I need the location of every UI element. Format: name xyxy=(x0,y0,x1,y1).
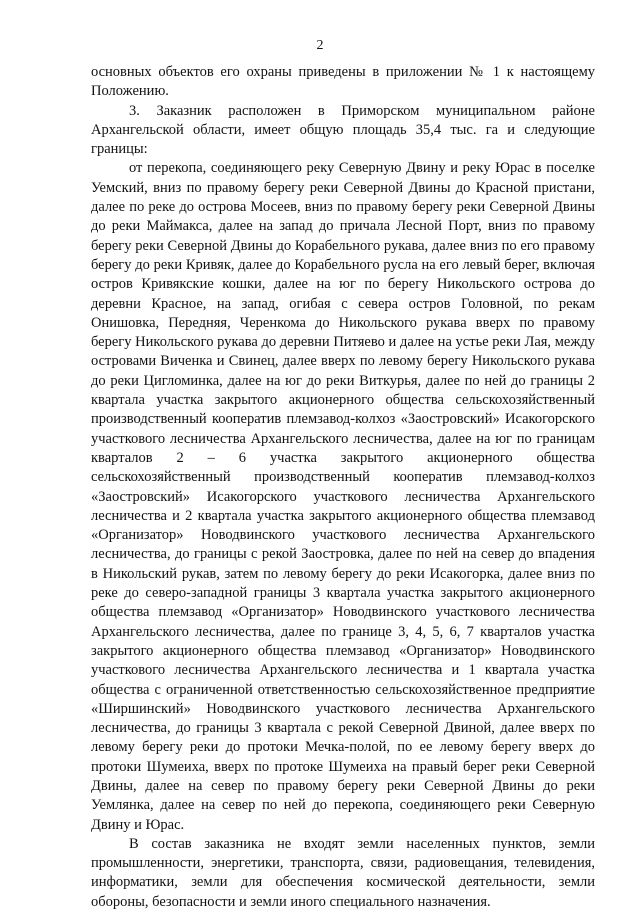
paragraph-continuation: основных объектов его охраны приведены в приложении № 1 к настоящему Положению. xyxy=(91,64,595,100)
document-body xyxy=(91,63,595,912)
page-number: 2 xyxy=(316,38,324,53)
paragraph-clause-3: 3. Заказник расположен в Приморском муниципальном районе Архангельской области, имеет общую площадь 35,4 тыс. га и следующие границы: xyxy=(91,102,595,158)
paragraph-boundaries: от перекопа, соединяющего реку Северную Двину и реку Юрас в поселке Уемский, вниз по правому берегу реки Северной Двины до Красной пристани, далее по реке до острова Мосеев, вниз по правому берегу реки Северной Двины до реки Маймакса, далее на запад до причала Лесной Порт, вниз по правому берегу реки Северной Двины до Корабельного рукава, далее вниз по его правому берегу до реки Кривяк, далее до Корабельного русла на его левый берег, включая остров Кривякские кошки, далее на юг по берегу Никольского острова до деревни Красное, на запад, огибая с севера остров Головной, по рекам Онишовка, Передняя, Черенкома до Никольского рукава вверх по правому берегу Никольского рукава до деревни Питяево и далее на устье реки Лая, между островами Виченка и Свинец, далее вверх по левому берегу Никольского рукава до реки Цигломинка, далее на юг до реки Виткурья, далее по ней до границы 2 квартала участка закрытого акционерного общества сельскохозяйственный производственный кооператив племзавод-колхоз «Заостровский» Исакогорского участкового лесничества Архангельского лесничества, далее на юг по границам кварталов 2 – 6 участка закрытого акционерного общества сельскохозяйственный производственный кооператив племзавод-колхоз «Заостровский» Исакогорского участкового лесничества Архангельского лесничества и 2 квартала участка закрытого акционерного общества племзавод «Организатор» Новодвинского участкового лесничества Архангельского лесничества, до границы с рекой Заостровка, далее по ней на север до впадения в Никольский рукав, затем по левому берегу до реки Исакогорка, далее вниз по реке до северо-западной границы 3 квартала участка закрытого акционерного общества племзавод «Организатор» Новодвинского участкового лесничества Архангельского лесничества, далее по границе 3, 4, 5, 6, 7 кварталов участка закрытого акционерного общества племзавод «Организатор» Новодвинского участкового лесничества Архангельского лесничества и 1 квартала участка общества с ограниченной ответственностью сельскохозяйственное предприятие «Ширшинский» Новодвинского участкового лесничества Архангельского лесничества, до границы 3 квартала с рекой Северной Двиной, далее вверх по левому берегу реки до протоки Мечка-полой, по ее левому берегу вверх до протоки Шумеиха, вверх по протоке Шумеиха на правый берег реки Северной Двины, далее на север по правому берегу реки Северной Двины до реки Уемлянка, далее на север по ней до перекопа, соединяющего реки Северную Двину и Юрас. xyxy=(91,160,595,833)
paragraph-excluded-lands: В состав заказника не входят земли населенных пунктов, земли промышленности, энергетики, транспорта, связи, радиовещания, телевидения, информатики, земли для обеспечения космической деятельности, земли обороны, безопасности и земли иного специального назначения. xyxy=(91,835,595,910)
